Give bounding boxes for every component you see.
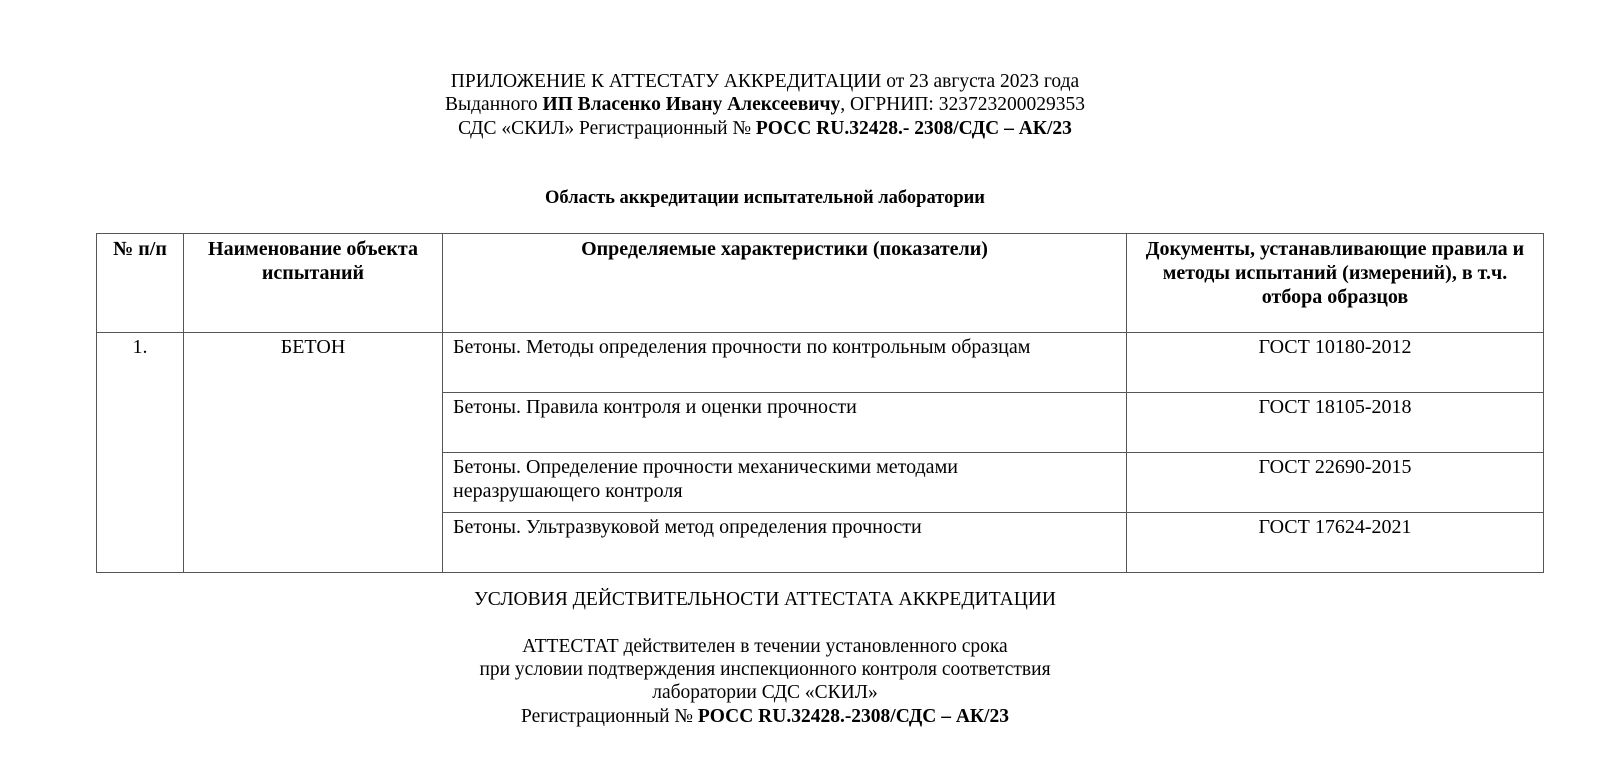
holder-name: ИП Власенко Ивану Алексеевичу: [542, 94, 841, 115]
document: ГОСТ 17624-2021: [1127, 513, 1544, 573]
document: ГОСТ 22690-2015: [1127, 453, 1544, 513]
issued-to-label: Выданного: [445, 94, 543, 115]
header-line-1: ПРИЛОЖЕНИЕ К АТТЕСТАТУ АККРЕДИТАЦИИ от 23 августа 2023 года: [450, 71, 1080, 92]
accreditation-table: [96, 233, 1544, 573]
table-row: [97, 333, 1544, 393]
test-object: БЕТОН: [184, 333, 443, 573]
characteristic: Бетоны. Определение прочности механическими методами неразрушающего контроля: [443, 453, 1127, 513]
registration-number: РОСС RU.32428.-2308/СДС – АК/23: [697, 706, 1009, 727]
column-header-characteristics: Определяемые характеристики (показатели): [443, 234, 1127, 333]
characteristic: Бетоны. Ультразвуковой метод определения прочности: [443, 513, 1127, 573]
characteristic: Бетоны. Методы определения прочности по контрольным образцам: [443, 333, 1127, 393]
document: ГОСТ 18105-2018: [1127, 393, 1544, 453]
registration-number: РОСС RU.32428.- 2308/СДС – АК/23: [755, 118, 1072, 139]
conditions-line-4: [0, 705, 1530, 729]
header-line-3: [0, 117, 1530, 141]
conditions-line-3: лаборатории СДС «СКИЛ»: [652, 682, 878, 703]
table-header-row: [97, 234, 1544, 333]
column-header-object: Наименование объекта испытаний: [184, 234, 443, 333]
ogrnip: , ОГРНИП: 323723200029353: [840, 94, 1085, 115]
column-header-documents: Документы, устанавливающие правила и методы испытаний (измерений), в т.ч. отбора образцов: [1127, 234, 1544, 333]
conditions-line-2: при условии подтверждения инспекционного контроля соответствия: [479, 659, 1051, 680]
document: ГОСТ 10180-2012: [1127, 333, 1544, 393]
header-line-2: [0, 93, 1530, 117]
conditions-title: УСЛОВИЯ ДЕЙСТВИТЕЛЬНОСТИ АТТЕСТАТА АККРЕДИТАЦИИ: [474, 589, 1056, 610]
conditions-line-1: АТТЕСТАТ действителен в течении установленного срока: [522, 636, 1008, 657]
row-number: 1.: [97, 333, 184, 573]
characteristic: Бетоны. Правила контроля и оценки прочности: [443, 393, 1127, 453]
section-title: Область аккредитации испытательной лаборатории: [545, 188, 985, 208]
registration-label: СДС «СКИЛ» Регистрационный №: [458, 118, 756, 139]
registration-label: Регистрационный №: [521, 706, 698, 727]
column-header-number: № п/п: [97, 234, 184, 333]
